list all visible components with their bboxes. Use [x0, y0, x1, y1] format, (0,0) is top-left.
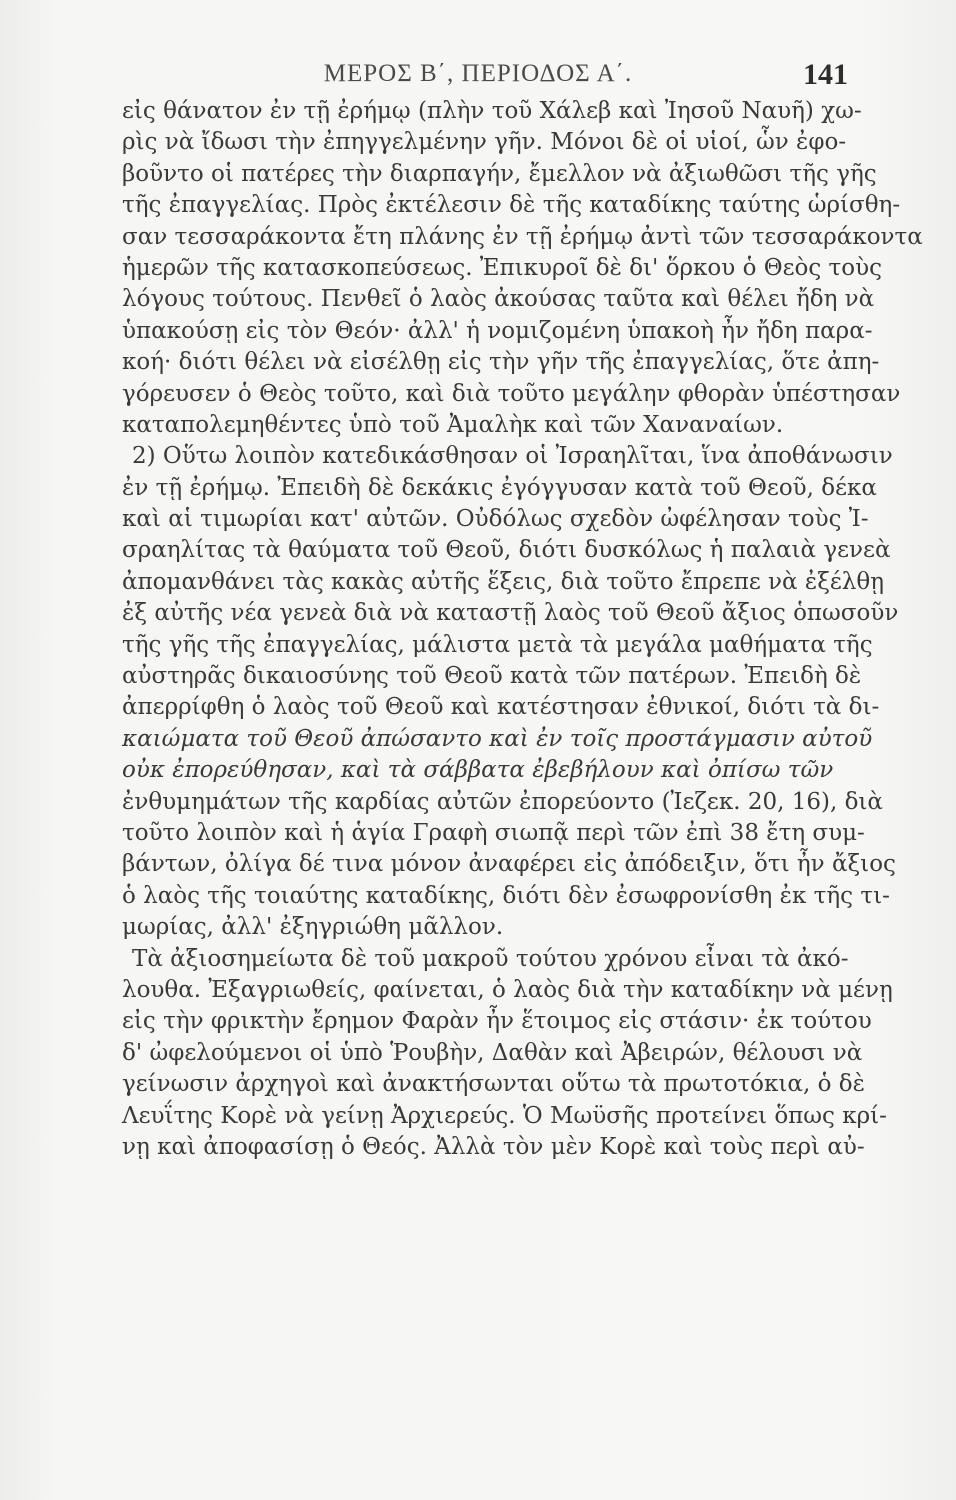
running-head-title: ΜΕΡΟΣ Β΄, ΠΕΡΙΟΔΟΣ Α΄.: [323, 60, 633, 87]
text-line: ἡμερῶν τῆς κατασκοπεύσεως. Ἐπικυροῖ δὲ δι' ὅρκου ὁ Θεὸς τοὺς: [122, 254, 882, 281]
text-line: εἰς θάνατον ἐν τῇ ἐρήμῳ (πλὴν τοῦ Χάλεβ καὶ Ἰησοῦ Ναυῆ) χω-: [122, 98, 862, 124]
paragraph-start-line: Τὰ ἀξιοσημείωτα δὲ τοῦ μακροῦ τούτου χρόνου εἶναι τὰ ἀκό-: [132, 945, 849, 972]
text-line: κοή· διότι θέλει νὰ εἰσέλθῃ εἰς τὴν γῆν τῆς ἐπαγγελίας, ὅτε ἀπη-: [122, 349, 880, 376]
italic-quote-line: οὐκ ἐπορεύθησαν, καὶ τὰ σάββατα ἐβεβήλουν καὶ ὀπίσω τῶν: [122, 757, 834, 784]
text-line: αὐστηρᾶς δικαιοσύνης τοῦ Θεοῦ κατὰ τῶν πατέρων. Ἐπειδὴ δὲ: [122, 663, 862, 690]
text-line: ἀπομανθάνει τὰς κακὰς αὐτῆς ἕξεις, διὰ τοῦτο ἔπρεπε νὰ ἐξέλθῃ: [122, 568, 885, 595]
text-line: ἐνθυμημάτων τῆς καρδίας αὐτῶν ἐπορεύοντο (Ἰεζεκ. 20, 16), διὰ: [122, 788, 883, 815]
body-text: [122, 96, 923, 1163]
text-line: βοῦντο οἱ πατέρες τὴν διαρπαγήν, ἔμελλον νὰ ἀξιωθῶσι τῆς γῆς: [122, 160, 877, 187]
text-line: εἰς τὴν φρικτὴν ἔρημον Φαρὰν ἦν ἕτοιμος εἰς στάσιν· ἐκ τούτου: [122, 1008, 872, 1035]
text-line: σαν τεσσαράκοντα ἔτη πλάνης ἐν τῇ ἐρήμῳ ἀντὶ τῶν τεσσαράκοντα: [122, 223, 923, 250]
page-number: 141: [803, 58, 848, 91]
text-line: καὶ αἱ τιμωρίαι κατ' αὐτῶν. Οὐδόλως σχεδὸν ὠφέλησαν τοὺς Ἰ-: [122, 506, 869, 533]
text-line: ὁ λαὸς τῆς τοιαύτης καταδίκης, διότι δὲν ἐσωφρονίσθη ἐκ τῆς τι-: [122, 882, 890, 909]
text-line: γείνωσιν ἀρχηγοὶ καὶ ἀνακτήσωνται οὕτω τὰ πρωτοτόκια, ὁ δὲ: [122, 1071, 865, 1098]
italic-quote-line: καιώματα τοῦ Θεοῦ ἀπώσαντο καὶ ἐν τοῖς προστάγμασιν αὐτοῦ: [122, 725, 873, 752]
text-line: σραηλίτας τὰ θαύματα τοῦ Θεοῦ, διότι δυσκόλως ἡ παλαιὰ γενεὰ: [122, 537, 891, 564]
text-line: ἀπερρίφθη ὁ λαὸς τοῦ Θεοῦ καὶ κατέστησαν ἐθνικοί, διότι τὰ δι-: [122, 694, 880, 721]
running-head: [0, 58, 956, 98]
text-line: ἐν τῇ ἐρήμῳ. Ἐπειδὴ δὲ δεκάκις ἐγόγγυσαν κατὰ τοῦ Θεοῦ, δέκα: [122, 474, 877, 501]
text-line: ρὶς νὰ ἴδωσι τὴν ἐπηγγελμένην γῆν. Μόνοι δὲ οἱ υἱοί, ὧν ἐφο-: [122, 129, 847, 156]
text-line: λόγους τούτους. Πενθεῖ ὁ λαὸς ἀκούσας ταῦτα καὶ θέλει ἤδη νὰ: [122, 286, 875, 313]
text-line: μωρίας, ἀλλ' ἐξηγριώθη μᾶλλον.: [122, 914, 504, 941]
text-line: τοῦτο λοιπὸν καὶ ἡ ἁγία Γραφὴ σιωπᾷ περὶ τῶν ἐπὶ 38 ἔτη συμ-: [122, 819, 865, 846]
text-line: ὑπακούσῃ εἰς τὸν Θεόν· ἀλλ' ἡ νομιζομένη ὑπακοὴ ἦν ἤδη παρα-: [122, 317, 873, 344]
paragraph-start-line: 2) Οὕτω λοιπὸν κατεδικάσθησαν οἱ Ἰσραηλῖται, ἵνα ἀποθάνωσιν: [132, 443, 893, 470]
text-line: δ' ὠφελούμενοι οἱ ὑπὸ Ῥουβὴν, Δαθὰν καὶ Ἀβειρών, θέλουσι νὰ: [122, 1039, 863, 1066]
text-line: τῆς ἐπαγγελίας. Πρὸς ἐκτέλεσιν δὲ τῆς καταδίκης ταύτης ὡρίσθη-: [122, 192, 901, 219]
text-line: ἐξ αὐτῆς νέα γενεὰ διὰ νὰ καταστῇ λαὸς τοῦ Θεοῦ ἄξιος ὁπωσοῦν: [122, 600, 899, 627]
text-line: γόρευσεν ὁ Θεὸς τοῦτο, καὶ διὰ τοῦτο μεγάλην φθορὰν ὑπέστησαν: [122, 380, 901, 407]
text-line: τῆς γῆς τῆς ἐπαγγελίας, μάλιστα μετὰ τὰ μεγάλα μαθήματα τῆς: [122, 631, 873, 658]
text-line: λουθα. Ἐξαγριωθείς, φαίνεται, ὁ λαὸς διὰ τὴν καταδίκην νὰ μένῃ: [122, 976, 893, 1003]
text-line: νῃ καὶ ἀποφασίσῃ ὁ Θεός. Ἀλλὰ τὸν μὲν Κορὲ καὶ τοὺς περὶ αὐ-: [122, 1133, 865, 1160]
text-line: καταπολεμηθέντες ὑπὸ τοῦ Ἀμαλὴκ καὶ τῶν Χαναναίων.: [122, 411, 784, 438]
text-line: βάντων, ὀλίγα δέ τινα μόνον ἀναφέρει εἰς ἀπόδειξιν, ὅτι ἦν ἄξιος: [122, 851, 896, 878]
text-line: Λευΐτης Κορὲ νὰ γείνῃ Ἀρχιερεύς. Ὁ Μωϋσῆς προτείνει ὅπως κρί-: [122, 1102, 887, 1129]
